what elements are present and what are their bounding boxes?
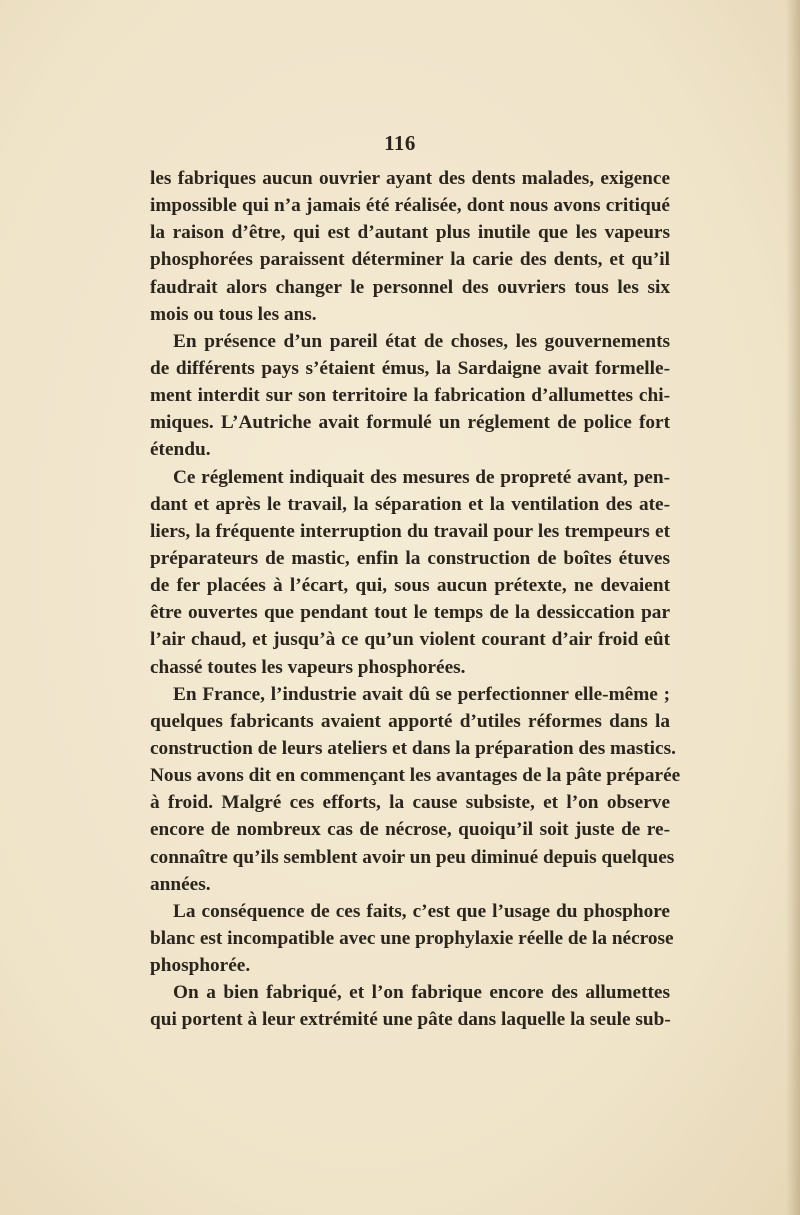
- text-line: les fabriques aucun ouvrier ayant des dents malades, exigence: [150, 168, 670, 189]
- text-line: chassé toutes les vapeurs phosphorées.: [150, 656, 466, 678]
- text-line: préparateurs de mastic, enfin la construction de boîtes étuves: [150, 547, 670, 569]
- text-line: En présence d’un pareil état de choses, les gouvernements: [173, 330, 670, 352]
- text-line: faudrait alors changer le personnel des ouvriers tous les six: [150, 276, 670, 298]
- text-line: qui portent à leur extrémité une pâte dans laquelle la seule sub-: [150, 1009, 671, 1031]
- text-line: phosphorées paraissent déterminer la carie des dents, et qu’il: [150, 249, 670, 271]
- text-line: années.: [150, 873, 211, 895]
- page-number: 116: [384, 131, 416, 155]
- page-edge-shadow: [786, 0, 800, 1215]
- text-line: encore de nombreux cas de nécrose, quoiqu’il soit juste de re-: [150, 819, 670, 841]
- text-line: étendu.: [150, 439, 211, 461]
- text-line: phosphorée.: [150, 955, 251, 977]
- text-line: quelques fabricants avaient apporté d’utiles réformes dans la: [150, 710, 670, 732]
- text-line: Ce réglement indiquait des mesures de propreté avant, pen-: [173, 466, 670, 488]
- text-line: On a bien fabriqué, et l’on fabrique encore des allumettes: [173, 982, 670, 1004]
- text-line: être ouvertes que pendant tout le temps de la dessiccation par: [150, 602, 670, 624]
- text-line: Nous avons dit en commençant les avantages de la pâte préparée: [150, 765, 681, 787]
- text-line: impossible qui n’a jamais été réalisée, dont nous avons critiqué: [150, 195, 670, 217]
- text-line: de fer placées à l’écart, qui, sous aucun prétexte, ne devaient: [150, 575, 670, 597]
- text-line: ment interdit sur son territoire la fabrication d’allumettes chi-: [150, 385, 670, 407]
- text-line: blanc est incompatible avec une prophylaxie réelle de la nécrose: [150, 927, 674, 949]
- text-line: connaître qu’ils semblent avoir un peu diminué depuis quelques: [150, 846, 675, 868]
- text-line: de différents pays s’étaient émus, la Sardaigne avait formelle-: [150, 357, 670, 379]
- text-line: En France, l’industrie avait dû se perfectionner elle-même ;: [173, 683, 670, 705]
- text-line: mois ou tous les ans.: [150, 303, 317, 325]
- text-line: La conséquence de ces faits, c’est que l’usage du phosphore: [173, 900, 670, 922]
- text-line: la raison d’être, qui est d’autant plus inutile que les vapeurs: [150, 222, 670, 244]
- text-line: liers, la fréquente interruption du travail pour les trempeurs et: [150, 520, 670, 542]
- text-line: miques. L’Autriche avait formulé un réglement de police fort: [150, 412, 670, 434]
- text-line: l’air chaud, et jusqu’à ce qu’un violent courant d’air froid eût: [150, 629, 670, 651]
- body-text: [150, 165, 681, 1034]
- text-line: dant et après le travail, la séparation et la ventilation des ate-: [150, 493, 670, 515]
- text-line: à froid. Malgré ces efforts, la cause subsiste, et l’on observe: [150, 792, 670, 814]
- text-line: construction de leurs ateliers et dans la préparation des mastics.: [150, 737, 676, 759]
